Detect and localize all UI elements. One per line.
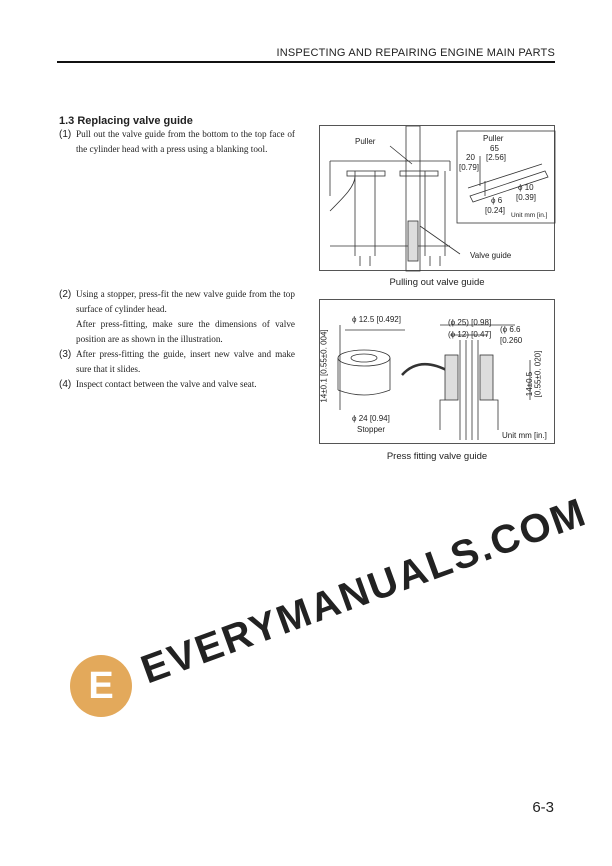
watermark: EVERYMANUALS.COM — [135, 490, 593, 693]
step-number: (3) — [59, 349, 72, 360]
label-valve-guide: Valve guide — [470, 251, 512, 260]
step-number: (1) — [59, 129, 72, 140]
page-number: 6-3 — [532, 799, 554, 816]
figure-caption: Pulling out valve guide — [389, 277, 485, 288]
dim-65-in: [2.56] — [486, 153, 507, 162]
header-rule — [57, 61, 555, 63]
steps-group-1 — [59, 127, 295, 157]
step-2 — [59, 287, 295, 347]
watermark-logo: E — [70, 655, 132, 717]
dim-phi6-6: (ϕ 6.6 — [500, 325, 521, 334]
step-text: Pull out the valve guide from the bottom to the top face of the cylinder head with a press using a blanking tool. — [76, 129, 295, 154]
dim-phi25: (ϕ 25) [0.98] — [448, 318, 492, 327]
label-puller-detail: Puller — [483, 134, 504, 143]
dim-phi10: ϕ 10 — [518, 183, 534, 192]
unit-note: Unit mm [in.] — [511, 212, 548, 219]
figure-caption: Press fitting valve guide — [386, 451, 488, 462]
dim-phi12: (ϕ 12) [0.47] — [448, 330, 492, 339]
dim-depth-in: [0.55±0. 020] — [533, 350, 543, 398]
label-puller: Puller — [355, 137, 376, 146]
dim-depth: 14±0.5 — [525, 371, 535, 397]
step-number: (4) — [59, 379, 72, 390]
step-text-continued: After press-fitting, make sure the dimensions of valve position are as shown in the illustration. — [76, 319, 295, 344]
step-text: Using a stopper, press-fit the new valve guide from the top surface of cylinder head. — [76, 289, 295, 314]
running-header: INSPECTING AND REPAIRING ENGINE MAIN PARTS — [276, 47, 555, 59]
figure-pulling-out-valve-guide — [319, 125, 555, 271]
dim-phi6: ϕ 6 — [491, 196, 503, 205]
dim-phi12-5: ϕ 12.5 [0.492] — [352, 315, 401, 324]
label-stopper: Stopper — [357, 425, 386, 434]
step-number: (2) — [59, 289, 72, 300]
step-text: After press-fitting the guide, insert new valve and make sure that it slides. — [76, 349, 295, 374]
dim-65: 65 — [490, 144, 499, 153]
dim-20: 20 — [466, 153, 475, 162]
dim-phi6-in: [0.24] — [485, 206, 506, 215]
unit-note: Unit mm [in.] — [502, 431, 547, 440]
dim-phi6-6-in: [0.260 — [500, 336, 523, 345]
steps-group-2 — [59, 287, 295, 392]
dim-phi24: ϕ 24 [0.94] — [352, 414, 390, 423]
dim-phi10-in: [0.39] — [516, 193, 537, 202]
section-title: 1.3 Replacing valve guide — [59, 115, 193, 127]
step-3 — [59, 347, 295, 377]
step-text: Inspect contact between the valve and valve seat. — [76, 379, 257, 389]
dim-20-in: [0.79] — [459, 163, 480, 172]
figure-press-fitting-valve-guide — [319, 299, 555, 444]
step-4 — [59, 377, 295, 392]
step-1 — [59, 127, 295, 157]
dim-stopper-height: 14±0.1 [0.55±0. 004] — [319, 329, 329, 403]
